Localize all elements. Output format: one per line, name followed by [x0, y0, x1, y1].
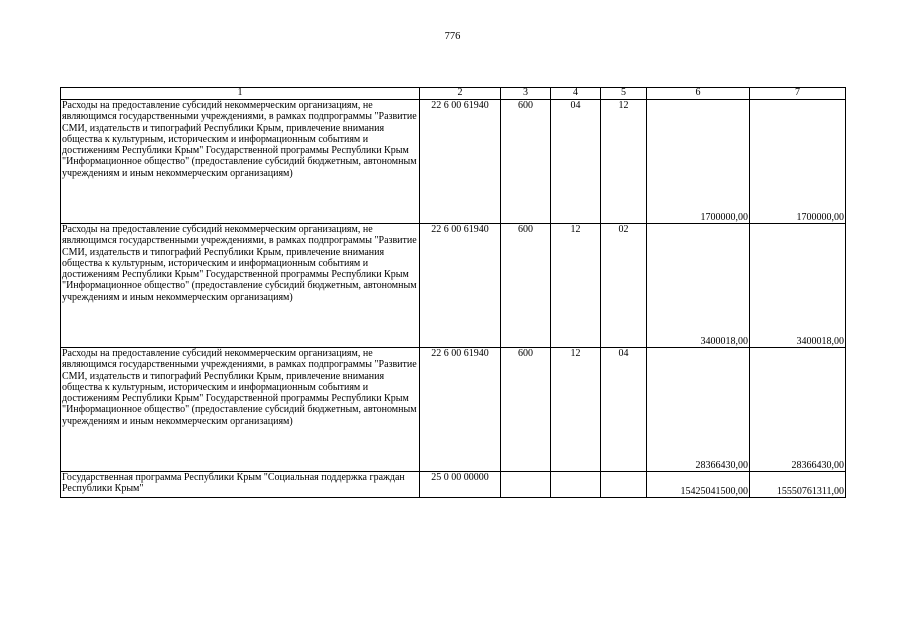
table-header-row [61, 88, 846, 100]
row-subsection-code [601, 472, 647, 498]
row-target-code: 25 0 00 00000 [420, 472, 501, 498]
row-target-code: 22 6 00 61940 [420, 224, 501, 348]
row-type-code: 600 [501, 224, 551, 348]
header-cell: 2 [420, 88, 501, 100]
table-row [61, 100, 846, 224]
row-section-code: 12 [551, 348, 601, 472]
row-target-code: 22 6 00 61940 [420, 348, 501, 472]
row-description: Расходы на предоставление субсидий некоммерческим организациям, не являющимся государственными учреждениями, в рамках подпрограммы "Развитие СМИ, издательств и типографий Республики Крым, привлечение внимания общества к культурным, историческим и информационным событиям и достижениям Республики Крым" Государственной программы Республики Крым "Информационное общество" (предоставление субсидий бюджетным, автономным учреждениям и иным некоммерческим организациям) [61, 100, 420, 224]
budget-table [60, 87, 846, 498]
table-row [61, 224, 846, 348]
row-type-code: 600 [501, 348, 551, 472]
row-section-code: 04 [551, 100, 601, 224]
table-row [61, 472, 846, 498]
row-subsection-code: 02 [601, 224, 647, 348]
row-amount-col7: 28366430,00 [750, 348, 846, 472]
header-cell: 7 [750, 88, 846, 100]
row-amount-col6: 28366430,00 [647, 348, 750, 472]
row-type-code [501, 472, 551, 498]
row-section-code [551, 472, 601, 498]
row-type-code: 600 [501, 100, 551, 224]
row-description: Расходы на предоставление субсидий некоммерческим организациям, не являющимся государственными учреждениями, в рамках подпрограммы "Развитие СМИ, издательств и типографий Республики Крым, привлечение внимания общества к культурным, историческим и информационным событиям и достижениям Республики Крым" Государственной программы Республики Крым "Информационное общество" (предоставление субсидий бюджетным, автономным учреждениям и иным некоммерческим организациям) [61, 224, 420, 348]
table-row [61, 348, 846, 472]
row-description: Расходы на предоставление субсидий некоммерческим организациям, не являющимся государственными учреждениями, в рамках подпрограммы "Развитие СМИ, издательств и типографий Республики Крым, привлечение внимания общества к культурным, историческим и информационным событиям и достижениям Республики Крым" Государственной программы Республики Крым "Информационное общество" (предоставление субсидий бюджетным, автономным учреждениям и иным некоммерческим организациям) [61, 348, 420, 472]
row-subsection-code: 12 [601, 100, 647, 224]
header-cell: 6 [647, 88, 750, 100]
page-number: 776 [444, 31, 461, 42]
row-subsection-code: 04 [601, 348, 647, 472]
row-amount-col7: 3400018,00 [750, 224, 846, 348]
header-cell: 5 [601, 88, 647, 100]
row-target-code: 22 6 00 61940 [420, 100, 501, 224]
row-amount-col6: 15425041500,00 [647, 472, 750, 498]
row-description: Государственная программа Республики Крым "Социальная поддержка граждан Республики Крым" [61, 472, 420, 498]
row-amount-col7: 15550761311,00 [750, 472, 846, 498]
header-cell: 1 [61, 88, 420, 100]
row-amount-col7: 1700000,00 [750, 100, 846, 224]
row-amount-col6: 3400018,00 [647, 224, 750, 348]
header-cell: 3 [501, 88, 551, 100]
row-section-code: 12 [551, 224, 601, 348]
row-amount-col6: 1700000,00 [647, 100, 750, 224]
header-cell: 4 [551, 88, 601, 100]
